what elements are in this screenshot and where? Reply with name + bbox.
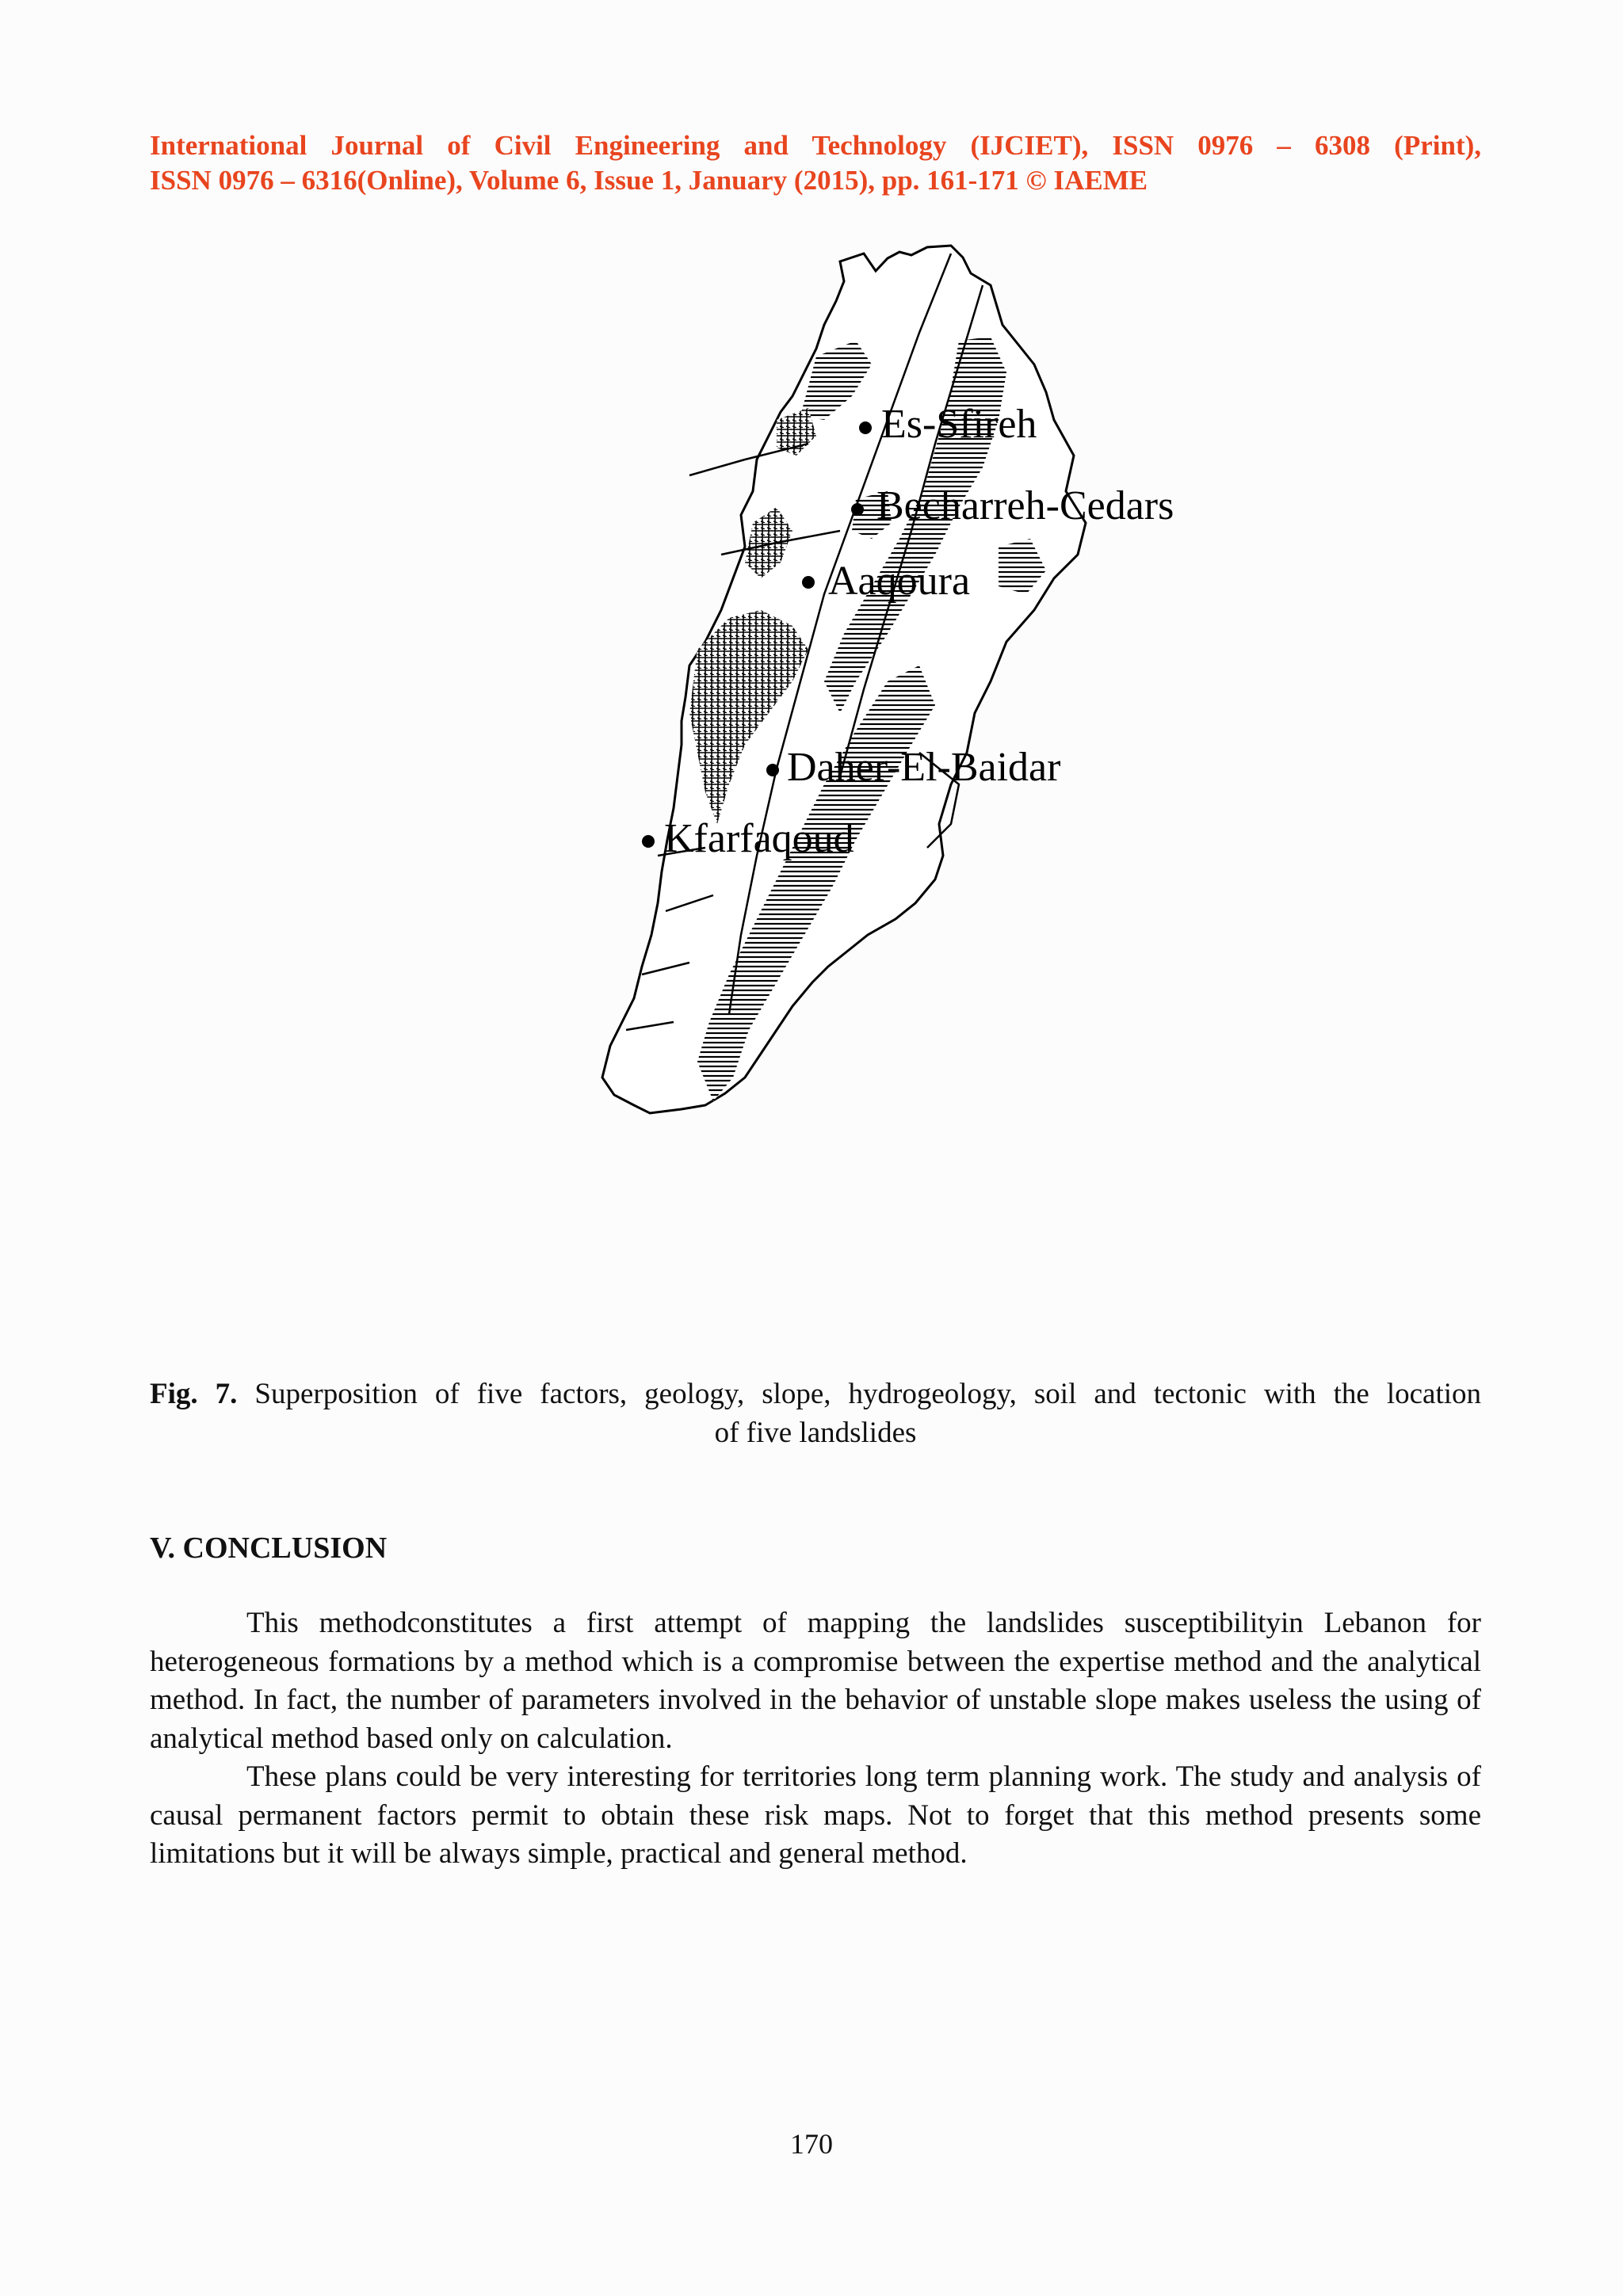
lebanon-landslide-map [444,238,1236,1268]
caption-text-line-2: of five landslides [714,1417,917,1449]
marker-kfarfaqoud [642,835,655,848]
label-kfarfaqoud: Kfarfaqoud [664,816,854,861]
paragraph-1: This methodconstitutes a first attempt of mapping the landslides susceptibilityin Lebanon for heterogeneous formations by a method which is a compromise between the expertise method and the analytical method. In fact, the number of parameters involved in the behavior of unstable slope makes useless the using of analytical method based only on calculation. [150,1607,1481,1755]
marker-aaqoura [802,576,815,589]
page-number: 170 [790,2128,833,2160]
label-daher-el-baidar: Daher-El-Baidar [787,745,1061,790]
journal-header-line-2: ISSN 0976 – 6316(Online), Volume 6, Issue 1, January (2015), pp. 161-171 © IAEME [150,165,1148,196]
label-aaqoura: Aaqoura [828,559,971,604]
marker-daher-el-baidar [766,764,779,776]
marker-becharreh-cedars [851,503,864,516]
caption-label: Fig. 7. [150,1378,238,1410]
marker-es-sfireh [859,421,872,434]
paragraph-2: These plans could be very interesting for territories long term planning work. The study and analysis of causal permanent factors permit to obtain these risk maps. Not to forget that this method presents some limitations but it will be always simple, practical and general method. [150,1760,1481,1870]
label-es-sfireh: Es-Sfireh [881,402,1037,447]
caption-text-line-1: Superposition of five factors, geology, slope, hydrogeology, soil and tectonic with the location [254,1378,1481,1410]
section-heading: V. CONCLUSION [150,1531,388,1565]
conclusion-body [150,1604,1481,1874]
figure-caption [150,1375,1481,1452]
journal-header-line-1: International Journal of Civil Engineering and Technology (IJCIET), ISSN 0976 – 6308 (Print), [150,130,1481,161]
label-becharreh-cedars: Becharreh-Cedars [876,483,1174,528]
journal-header [150,128,1481,198]
